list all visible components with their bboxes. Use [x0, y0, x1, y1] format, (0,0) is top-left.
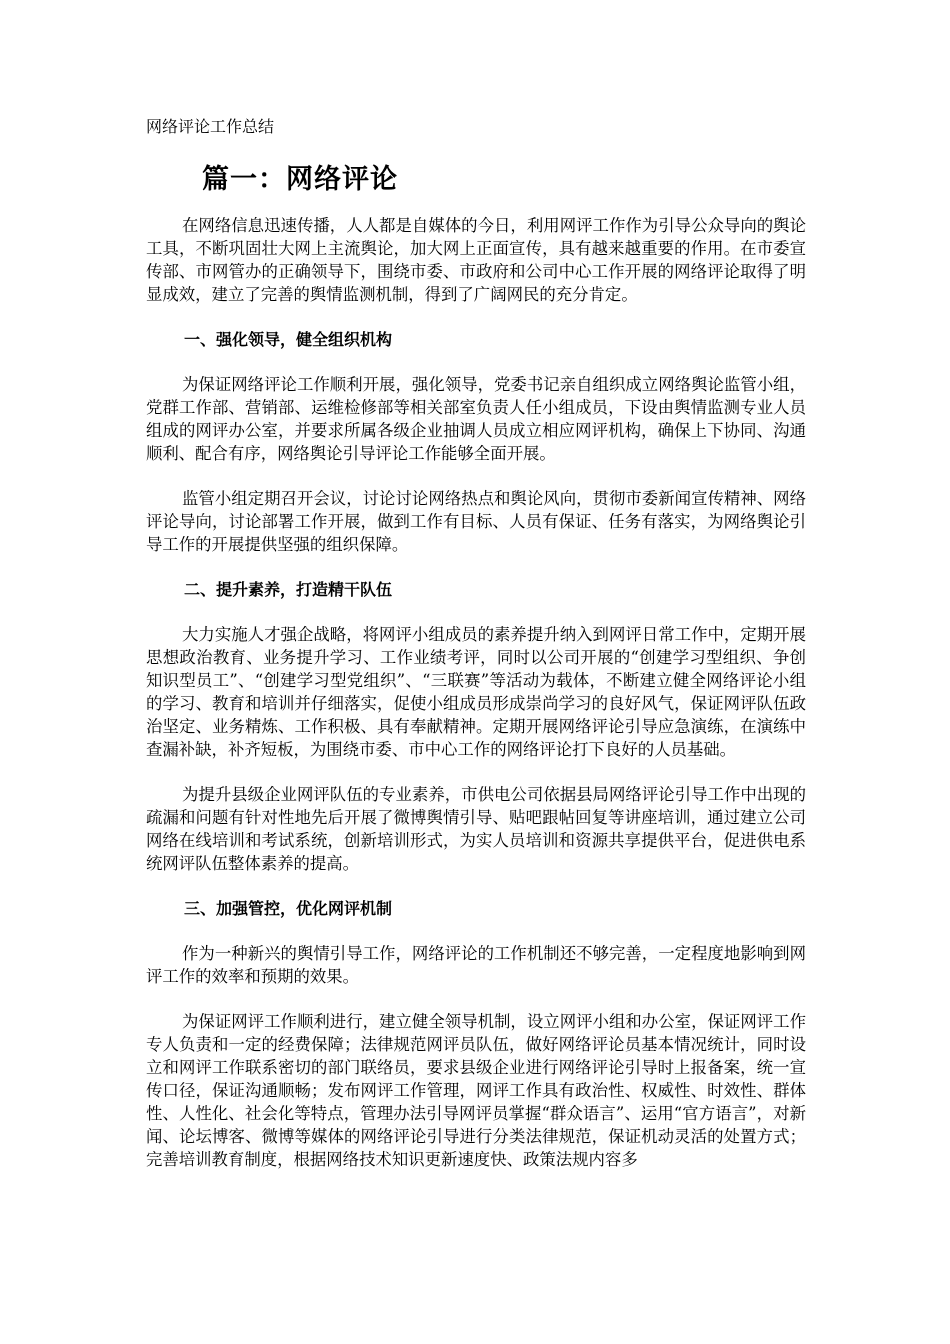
section-1-paragraph-1: 为保证网络评论工作顺利开展，强化领导，党委书记亲自组织成立网络舆论监管小组，党群工作部、营销部、运维检修部等相关部室负责人任小组成员，下设由舆情监测专业人员组成的网评办公室，并要求所属各级企业抽调人员成立相应网评机构，确保上下协同、沟通顺利、配合有序，网络舆论引导评论工作能够全面开展。: [146, 375, 806, 463]
section-heading-3: 三、加强管控，优化网评机制: [184, 899, 393, 918]
document-page: [146, 116, 806, 1171]
section-2-paragraph-1: 大力实施人才强企战略，将网评小组成员的素养提升纳入到网评日常工作中，定期开展思想政治教育、业务提升学习、工作业绩考评，同时以公司开展的“创建学习型组织、争创知识型员工”、“创建学习型党组织”、“三联赛”等活动为载体，不断建立健全网络评论小组的学习、教育和培训并仔细落实，促使小组成员形成崇尚学习的良好风气，保证网评队伍政治坚定、业务精炼、工作积极、具有奉献精神。定期开展网络评论引导应急演练，在演练中查漏补缺，补齐短板，为围绕市委、市中心工作的网络评论打下良好的人员基础。: [146, 625, 806, 759]
section-2-paragraph-2: 为提升县级企业网评队伍的专业素养，市供电公司依据县局网络评论引导工作中出现的疏漏和问题有针对性地先后开展了微博舆情引导、贴吧跟帖回复等讲座培训，通过建立公司网络在线培训和考试系统，创新培训形式，为实人员培训和资源共享提供平台，促进供电系统网评队伍整体素养的提高。: [146, 785, 806, 873]
section-heading-1: 一、强化领导，健全组织机构: [184, 330, 393, 349]
intro-paragraph: 在网络信息迅速传播，人人都是自媒体的今日，利用网评工作作为引导公众导向的舆论工具，不断巩固壮大网上主流舆论，加大网上正面宣传，具有越来越重要的作用。在市委宣传部、市网管办的正确领导下，围绕市委、市政府和公司中心工作开展的网络评论取得了明显成效，建立了完善的舆情监测机制，得到了广阔网民的充分肯定。: [146, 216, 806, 304]
section-3-paragraph-2: 为保证网评工作顺利进行，建立健全领导机制，设立网评小组和办公室，保证网评工作专人负责和一定的经费保障；法律规范网评员队伍，做好网络评论员基本情况统计，同时设立和网评工作联系密切的部门联络员，要求县级企业进行网络评论引导时上报备案，统一宣传口径，保证沟通顺畅；发布网评工作管理，网评工作具有政治性、权威性、时效性、群体性、人性化、社会化等特点，管理办法引导网评员掌握“群众语言”、运用“官方语言”，对新闻、论坛博客、微博等媒体的网络评论引导进行分类法律规范，保证机动灵活的处置方式；完善培训教育制度，根据网络技术知识更新速度快、政策法规内容多: [146, 1012, 806, 1169]
document-title: 网络评论工作总结: [146, 117, 275, 136]
section-heading-2: 二、提升素养，打造精干队伍: [184, 580, 393, 599]
section-3-paragraph-1: 作为一种新兴的舆情引导工作，网络评论的工作机制还不够完善，一定程度地影响到网评工作的效率和预期的效果。: [146, 944, 806, 986]
section-1-paragraph-2: 监管小组定期召开会议，讨论讨论网络热点和舆论风向，贯彻市委新闻宣传精神、网络评论导向，讨论部署工作开展，做到工作有目标、人员有保证、任务有落实，为网络舆论引导工作的开展提供坚强的组织保障。: [146, 489, 806, 554]
chapter-title: 篇一：网络评论: [202, 164, 398, 195]
